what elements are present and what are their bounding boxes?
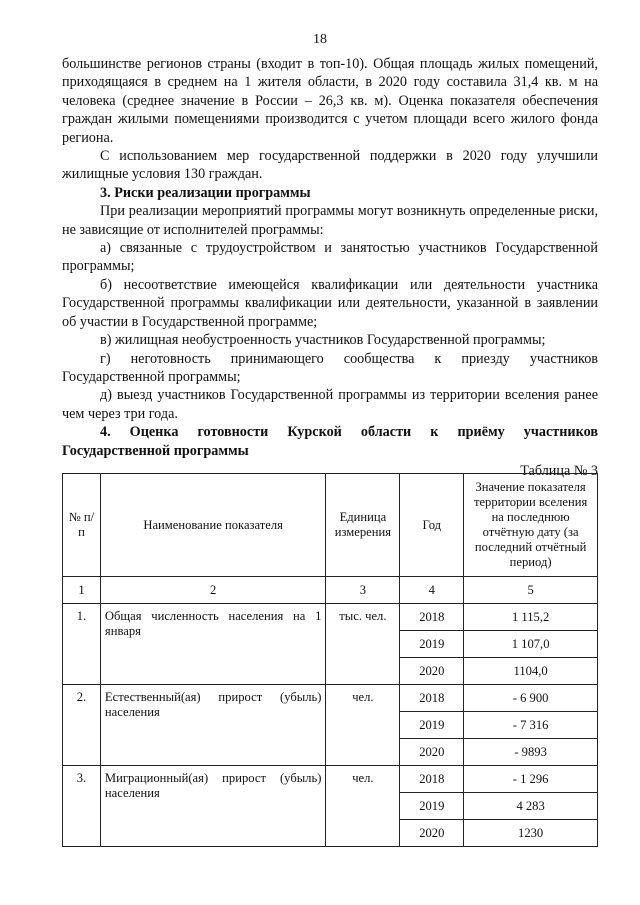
list-item-c: в) жилищная необустроенность участников Государственной программы; bbox=[100, 332, 546, 349]
section-heading-readiness: 4. Оценка готовности Курской области к приёму участников Государственной программы bbox=[62, 424, 598, 459]
indicator-unit: чел. bbox=[326, 766, 400, 847]
paragraph-continuation: большинстве регионов страны (входит в топ-10). Общая площадь жилых помещений, приходящаяся в среднем на 1 жителя области, в 2020 году составила 31,4 кв. м на человека (среднее значение в России – 26,3 кв. м). Оценка показателя обеспечения граждан жилыми помещениями производится с учетом площади всего жилого фонда региона. bbox=[62, 56, 598, 146]
value-cell: 4 283 bbox=[464, 793, 598, 820]
header-year: Год bbox=[400, 474, 464, 577]
column-number: 4 bbox=[400, 577, 464, 604]
indicators-table bbox=[62, 473, 598, 847]
year-cell: 2018 bbox=[400, 766, 464, 793]
row-number: 1. bbox=[63, 604, 101, 685]
value-cell: - 9893 bbox=[464, 739, 598, 766]
column-number: 1 bbox=[63, 577, 101, 604]
header-name: Наименование показателя bbox=[100, 474, 326, 577]
year-cell: 2018 bbox=[400, 604, 464, 631]
table-row bbox=[63, 766, 598, 793]
document-body bbox=[62, 55, 598, 480]
table-row bbox=[63, 604, 598, 631]
row-number: 3. bbox=[63, 766, 101, 847]
list-item-b: б) несоответствие имеющейся квалификации или деятельности участника Государственной программы квалификации или деятельности, указанной в заявлении об участии в Государственной программе; bbox=[62, 276, 598, 330]
section-heading-risks: 3. Риски реализации программы bbox=[100, 184, 311, 201]
year-cell: 2019 bbox=[400, 793, 464, 820]
value-cell: - 7 316 bbox=[464, 712, 598, 739]
indicator-name: Естественный(ая) прирост (убыль) населения bbox=[100, 685, 326, 766]
header-unit: Единица измерения bbox=[326, 474, 400, 577]
year-cell: 2018 bbox=[400, 685, 464, 712]
year-cell: 2019 bbox=[400, 631, 464, 658]
paragraph-support: С использованием мер государственной поддержки в 2020 году улучшили жилищные условия 130 граждан. bbox=[62, 148, 598, 183]
value-cell: - 6 900 bbox=[464, 685, 598, 712]
list-item-d: г) неготовность принимающего сообщества к приезду участников Государственной программы; bbox=[62, 350, 598, 385]
header-num: № п/п bbox=[63, 474, 101, 577]
header-value: Значение показателя территории вселения на последнюю отчётную дату (за последний отчётный период) bbox=[464, 474, 598, 577]
table-row bbox=[63, 685, 598, 712]
table-header-row bbox=[63, 474, 598, 577]
year-cell: 2020 bbox=[400, 820, 464, 847]
list-item-e: д) выезд участников Государственной программы из территории вселения ранее чем через три года. bbox=[62, 387, 598, 422]
row-number: 2. bbox=[63, 685, 101, 766]
year-cell: 2020 bbox=[400, 658, 464, 685]
column-number: 2 bbox=[100, 577, 326, 604]
column-number: 5 bbox=[464, 577, 598, 604]
value-cell: 1 107,0 bbox=[464, 631, 598, 658]
value-cell: - 1 296 bbox=[464, 766, 598, 793]
indicator-name: Общая численность населения на 1 января bbox=[100, 604, 326, 685]
indicator-unit: тыс. чел. bbox=[326, 604, 400, 685]
column-number: 3 bbox=[326, 577, 400, 604]
paragraph-risks-intro: При реализации мероприятий программы могут возникнуть определенные риски, не зависящие от исполнителей программы: bbox=[62, 203, 598, 238]
value-cell: 1 115,2 bbox=[464, 604, 598, 631]
list-item-a: а) связанные с трудоустройством и занятостью участников Государственной программы; bbox=[62, 240, 598, 275]
value-cell: 1104,0 bbox=[464, 658, 598, 685]
value-cell: 1230 bbox=[464, 820, 598, 847]
indicator-name: Миграционный(ая) прирост (убыль) населения bbox=[100, 766, 326, 847]
year-cell: 2020 bbox=[400, 739, 464, 766]
table-title: Таблица № 3 bbox=[520, 462, 598, 479]
year-cell: 2019 bbox=[400, 712, 464, 739]
indicator-unit: чел. bbox=[326, 685, 400, 766]
page-number: 18 bbox=[313, 32, 327, 47]
column-number-row bbox=[63, 577, 598, 604]
